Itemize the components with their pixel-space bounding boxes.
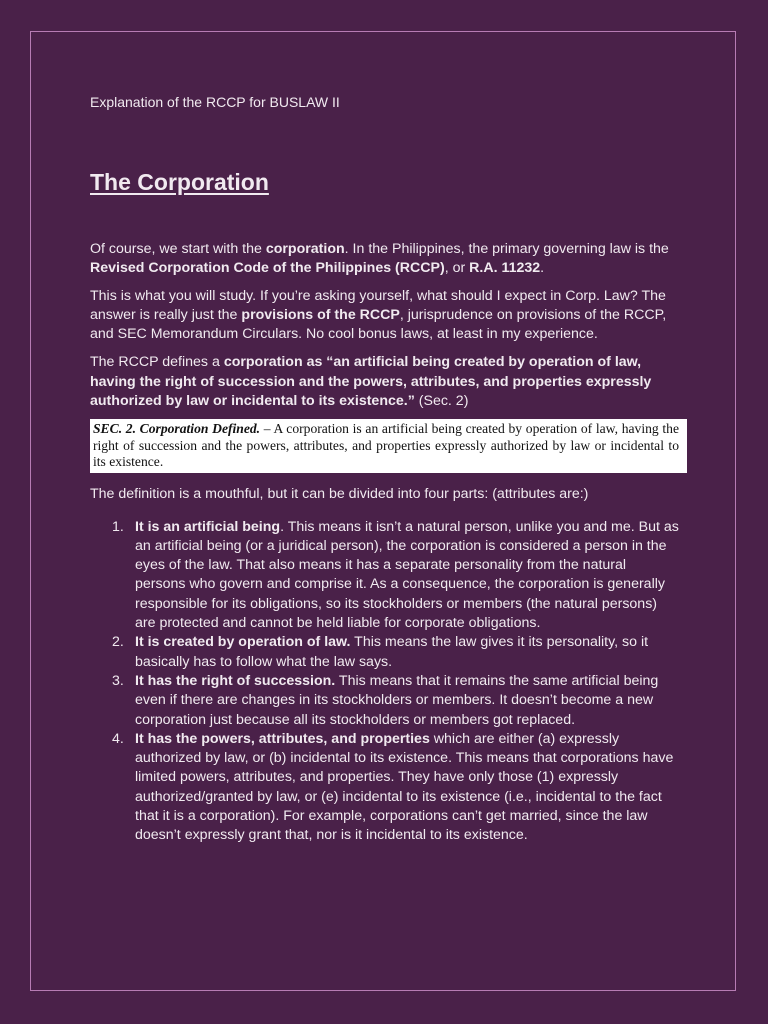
document-subtitle: Explanation of the RCCP for BUSLAW II — [90, 94, 340, 110]
statute-section-text: – A corporation is an artificial being created by operation of law, having the right of succession and the powers, attributes, and properties expressly authorized by law or incidental to its existence. — [93, 421, 679, 469]
list-item: 2. It is created by operation of law. This means the law gives it its personality, so it basically has to follow what the law says. — [112, 634, 649, 670]
list-item: 4. It has the powers, attributes, and properties which are either (a) expressly authorized by law, or (b) incidental to its existence. This means that corporations have limited powers, attributes, and properties. They have only those (1) expressly authorized/granted by law, or (e) incidental to its existence (i.e., incidental to the fact that it is a corporation). For example, corporations can’t get married, since the law doesn’t expressly grant that, nor is it incidental to its existence. — [112, 730, 674, 844]
statute-excerpt — [90, 419, 687, 473]
list-item: 1. It is an artificial being. This means it isn’t a natural person, unlike you and me. But as an artificial being (or a juridical person), the corporation is considered a person in the eyes of the law. That also means it has a separate personality from the natural persons who govern and comprise it. As a consequence, the corporation is generally responsible for its obligations, so its stockholders or members (the natural persons) are protected and cannot be held liable for corporate obligations. — [112, 518, 679, 632]
list-item: 3. It has the right of succession. This means that it remains the same artificial being even if there are changes in its stockholders or members. It doesn’t become a new corporation just because all its stockholders or members got replaced. — [112, 672, 659, 728]
attributes-intro-paragraph: The definition is a mouthful, but it can be divided into four parts: (attributes are:) — [90, 486, 589, 503]
attributes-list — [90, 518, 680, 846]
page-title: The Corporation — [90, 169, 269, 195]
document-body — [90, 93, 680, 846]
scope-paragraph: This is what you will study. If you’re asking yourself, what should I expect in Corp. Law? The answer is really just the provisions of the RCCP, jurisprudence on provisions of the RCCP, and SEC Memorandum Circulars. No cool bonus laws, at least in my experience. — [90, 287, 667, 343]
intro-paragraph: Of course, we start with the corporation. In the Philippines, the primary governing law is the Revised Corporation Code of the Philippines (RCCP), or R.A. 11232. — [90, 241, 669, 277]
statute-section-heading: SEC. 2. Corporation Defined. — [93, 421, 261, 437]
definition-paragraph: The RCCP defines a corporation as “an artificial being created by operation of law, having the right of succession and the powers, attributes, and properties expressly authorized by law or incidental to its existence.” (Sec. 2) — [90, 354, 652, 410]
